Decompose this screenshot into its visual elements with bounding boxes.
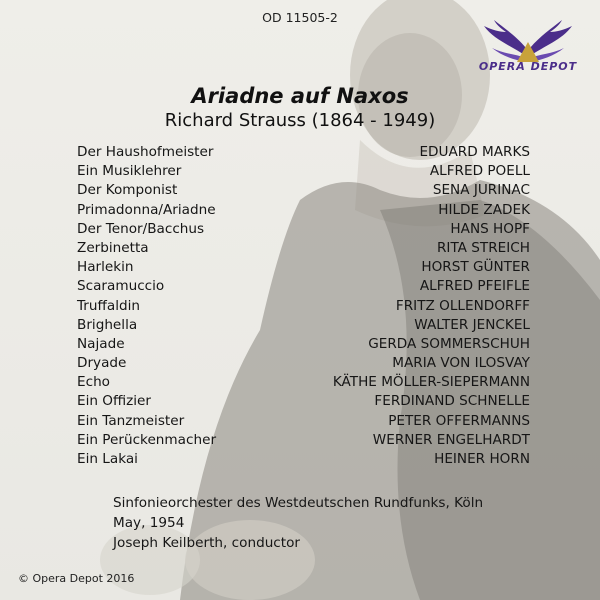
- role-name: Ein Offizier: [77, 393, 152, 410]
- role-name: Primadonna/Ariadne: [77, 201, 216, 218]
- role-name: Ein Lakai: [77, 451, 138, 467]
- cast-row: [77, 239, 530, 258]
- conductor-line: Joseph Keilberth, conductor: [113, 535, 301, 551]
- opera-title: Ariadne auf Naxos: [191, 84, 409, 108]
- composer-line: Richard Strauss (1864 - 1949): [164, 110, 436, 131]
- performer-name: HORST GÜNTER: [421, 259, 530, 276]
- cast-row: [77, 258, 530, 277]
- cast-row: [77, 201, 530, 220]
- performer-name: HEINER HORN: [434, 451, 530, 467]
- performer-name: GERDA SOMMERSCHUH: [368, 335, 530, 352]
- role-name: Ein Tanzmeister: [77, 412, 185, 429]
- cast-row: [77, 431, 530, 450]
- copyright-notice: © Opera Depot 2016: [18, 572, 135, 585]
- cast-row: [77, 143, 530, 162]
- role-name: Harlekin: [77, 259, 134, 276]
- cast-row: [77, 162, 530, 181]
- cast-row: [77, 450, 530, 469]
- opera-depot-logo-text: OPERA DEPOT: [478, 60, 578, 73]
- performer-name: MARIA VON ILOSVAY: [392, 355, 530, 372]
- performer-name: PETER OFFERMANNS: [388, 412, 530, 429]
- role-name: Dryade: [77, 355, 127, 372]
- performer-name: WALTER JENCKEL: [414, 316, 530, 333]
- performer-name: HANS HOPF: [450, 220, 530, 237]
- cast-list: [77, 143, 530, 469]
- cast-row: [77, 335, 530, 354]
- performer-name: SENA JURINAC: [432, 182, 530, 199]
- recording-credits: [113, 493, 483, 553]
- role-name: Der Komponist: [77, 182, 178, 199]
- role-name: Scaramuccio: [77, 278, 165, 295]
- role-name: Ein Perückenmacher: [77, 431, 217, 448]
- performer-name: EDUARD MARKS: [419, 144, 530, 160]
- role-name: Der Haushofmeister: [77, 144, 214, 160]
- role-name: Der Tenor/Bacchus: [77, 220, 205, 237]
- cast-row: [77, 354, 530, 373]
- cast-row: [77, 220, 530, 239]
- cast-row: [77, 181, 530, 200]
- performer-name: ALFRED PFEIFLE: [419, 278, 530, 295]
- catalog-number: OD 11505-2: [262, 10, 338, 25]
- role-name: Echo: [77, 374, 110, 391]
- role-name: Zerbinetta: [77, 239, 149, 256]
- role-name: Truffaldin: [77, 297, 141, 314]
- role-name: Ein Musiklehrer: [77, 163, 182, 180]
- cast-row: [77, 277, 530, 296]
- cast-row: [77, 373, 530, 392]
- performer-name: FERDINAND SCHNELLE: [374, 393, 530, 410]
- cast-row: [77, 316, 530, 335]
- role-name: Najade: [77, 335, 125, 352]
- performer-name: HILDE ZADEK: [438, 201, 530, 218]
- role-name: Brighella: [77, 316, 138, 333]
- cast-row: [77, 412, 530, 431]
- performer-name: FRITZ OLLENDORFF: [395, 297, 530, 314]
- recording-date: May, 1954: [113, 515, 185, 531]
- cast-row: [77, 392, 530, 411]
- performer-name: KÄTHE MÖLLER-SIEPERMANN: [332, 374, 530, 391]
- performer-name: WERNER ENGELHARDT: [372, 431, 530, 448]
- performer-name: ALFRED POELL: [429, 163, 530, 180]
- opera-depot-logo-icon: [482, 18, 574, 88]
- cast-row: [77, 297, 530, 316]
- orchestra-line: Sinfonieorchester des Westdeutschen Rundfunks, Köln: [113, 495, 484, 511]
- performer-name: RITA STREICH: [436, 239, 530, 256]
